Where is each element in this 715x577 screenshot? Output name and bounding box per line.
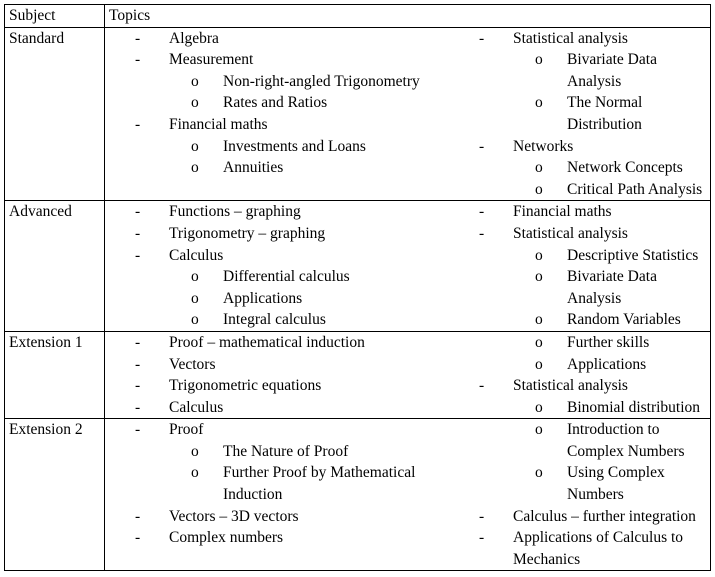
topics-cell [105,331,711,418]
topic-text: The Normal Distribution [567,94,643,133]
circle-bullet-icon: o [535,355,543,373]
subtopic-item [453,419,708,462]
header-topics: Topics [105,5,711,28]
circle-bullet-icon: o [191,137,199,155]
topics-column-left [109,201,453,331]
subtopic-item [453,92,708,135]
topics-column-left [109,332,453,418]
circle-bullet-icon: o [191,311,199,329]
dash-bullet-icon: - [135,507,141,525]
circle-bullet-icon: o [535,311,543,329]
circle-bullet-icon: o [535,94,543,112]
topic-text: The Nature of Proof [223,442,349,460]
topic-text: Complex numbers [169,529,284,547]
topics-columns [109,28,710,201]
topic-item [109,506,453,528]
dash-bullet-icon: - [479,29,485,47]
subtopic-item [453,179,708,201]
topics-column-right [453,201,708,331]
circle-bullet-icon: o [535,421,543,439]
topic-text: Non-right-angled Trigonometry [223,72,420,90]
topic-text: Proof – mathematical induction [169,333,365,351]
subtopic-item [453,309,708,331]
topics-column-left [109,28,453,201]
subtopic-item [453,332,708,354]
table-body [5,27,711,571]
topics-cell [105,201,711,332]
header-subject: Subject [5,5,105,28]
topics-cell [105,27,711,201]
table-row [5,27,711,201]
topic-text: Vectors – 3D vectors [169,507,299,525]
header-row [5,5,711,28]
topic-text: Functions – graphing [169,203,301,221]
topic-text: Calculus [169,246,224,264]
circle-bullet-icon: o [191,268,199,286]
topic-text: Vectors [169,355,216,373]
topic-item [109,201,453,223]
topic-text: Calculus [169,398,224,416]
topic-item [453,136,708,158]
subtopic-item [109,441,453,463]
circle-bullet-icon: o [535,180,543,198]
topics-column-left [109,419,453,570]
subtopic-item [453,354,708,376]
table-row [5,201,711,332]
subject-cell: Standard [5,27,105,201]
subtopic-item [109,136,453,158]
subtopic-item [453,266,708,309]
topic-text: Trigonometry – graphing [169,224,326,242]
topic-text: Measurement [169,51,254,69]
dash-bullet-icon: - [135,51,141,69]
dash-bullet-icon: - [479,377,485,395]
subtopic-item [453,462,708,505]
dash-bullet-icon: - [479,203,485,221]
topic-text: Descriptive Statistics [567,246,699,264]
subtopic-item [109,462,453,505]
topics-columns [109,419,710,570]
circle-bullet-icon: o [191,464,199,482]
dash-bullet-icon: - [135,224,141,242]
circle-bullet-icon: o [535,51,543,69]
subtopic-item [109,71,453,93]
topics-column-right [453,419,708,570]
topic-item [109,114,453,136]
subtopic-item [109,157,453,179]
topic-item [453,527,708,570]
syllabus-table [4,4,711,571]
circle-bullet-icon: o [535,398,543,416]
dash-bullet-icon: - [135,529,141,547]
topic-text: Applications of Calculus to Mechanics [513,529,684,568]
topic-text: Bivariate Data Analysis [567,51,657,90]
subtopic-item [453,245,708,267]
table-row [5,331,711,418]
topic-text: Annuities [223,159,284,177]
topic-item [109,375,453,397]
circle-bullet-icon: o [191,289,199,307]
subtopic-item [453,157,708,179]
topic-text: Financial maths [513,203,612,221]
topic-text: Trigonometric equations [169,377,322,395]
topics-column-right [453,332,708,418]
dash-bullet-icon: - [479,224,485,242]
circle-bullet-icon: o [191,72,199,90]
topics-column-right [453,28,708,201]
topic-text: Networks [513,137,574,155]
topic-text: Financial maths [169,115,268,133]
circle-bullet-icon: o [191,94,199,112]
dash-bullet-icon: - [135,377,141,395]
circle-bullet-icon: o [535,464,543,482]
topics-columns [109,201,710,331]
dash-bullet-icon: - [479,529,485,547]
subtopic-item [109,92,453,114]
circle-bullet-icon: o [535,246,543,264]
topic-item [109,28,453,50]
subject-cell: Advanced [5,201,105,332]
topic-text: Applications [223,289,303,307]
topic-item [109,397,453,419]
topic-text: Further skills [567,333,650,351]
topic-text: Bivariate Data Analysis [567,268,657,307]
subject-cell: Extension 2 [5,419,105,571]
table-row [5,419,711,571]
topic-text: Rates and Ratios [223,94,328,112]
topic-text: Investments and Loans [223,137,366,155]
dash-bullet-icon: - [135,333,141,351]
topic-item [109,332,453,354]
dash-bullet-icon: - [135,29,141,47]
topic-item [109,354,453,376]
topic-item [109,527,453,549]
topic-text: Proof [169,421,204,439]
dash-bullet-icon: - [135,355,141,373]
topic-text: Critical Path Analysis [567,180,703,198]
topic-item [453,201,708,223]
dash-bullet-icon: - [135,421,141,439]
dash-bullet-icon: - [135,246,141,264]
topics-columns [109,332,710,418]
circle-bullet-icon: o [535,268,543,286]
subtopic-item [453,49,708,92]
topic-item [109,223,453,245]
topic-text: Random Variables [567,311,681,329]
topic-text: Further Proof by Mathematical Induction [223,464,416,504]
topic-item [453,28,708,50]
circle-bullet-icon: o [535,333,543,351]
topic-text: Calculus – further integration [513,507,696,525]
topic-text: Statistical analysis [513,377,628,395]
topic-text: Network Concepts [567,159,683,177]
topic-text: Statistical analysis [513,224,628,242]
subtopic-item [109,309,453,331]
topic-item [453,223,708,245]
topic-item [109,49,453,71]
subtopic-item [109,266,453,288]
topic-text: Algebra [169,29,219,47]
topic-item [453,375,708,397]
dash-bullet-icon: - [135,203,141,221]
topic-text: Integral calculus [223,311,326,329]
topic-text: Differential calculus [223,268,350,286]
topics-cell [105,419,711,571]
circle-bullet-icon: o [191,442,199,460]
subtopic-item [453,397,708,419]
dash-bullet-icon: - [135,398,141,416]
dash-bullet-icon: - [479,137,485,155]
topic-text: Statistical analysis [513,29,628,47]
topic-text: Applications [567,355,647,373]
topic-text: Introduction to Complex Numbers [567,421,685,460]
topic-text: Binomial distribution [567,398,701,416]
circle-bullet-icon: o [535,159,543,177]
dash-bullet-icon: - [479,507,485,525]
subtopic-item [109,288,453,310]
topic-item [109,245,453,267]
circle-bullet-icon: o [191,159,199,177]
topic-item [109,419,453,441]
topic-text: Using Complex Numbers [567,464,665,504]
dash-bullet-icon: - [135,115,141,133]
subject-cell: Extension 1 [5,331,105,418]
topic-item [453,506,708,528]
